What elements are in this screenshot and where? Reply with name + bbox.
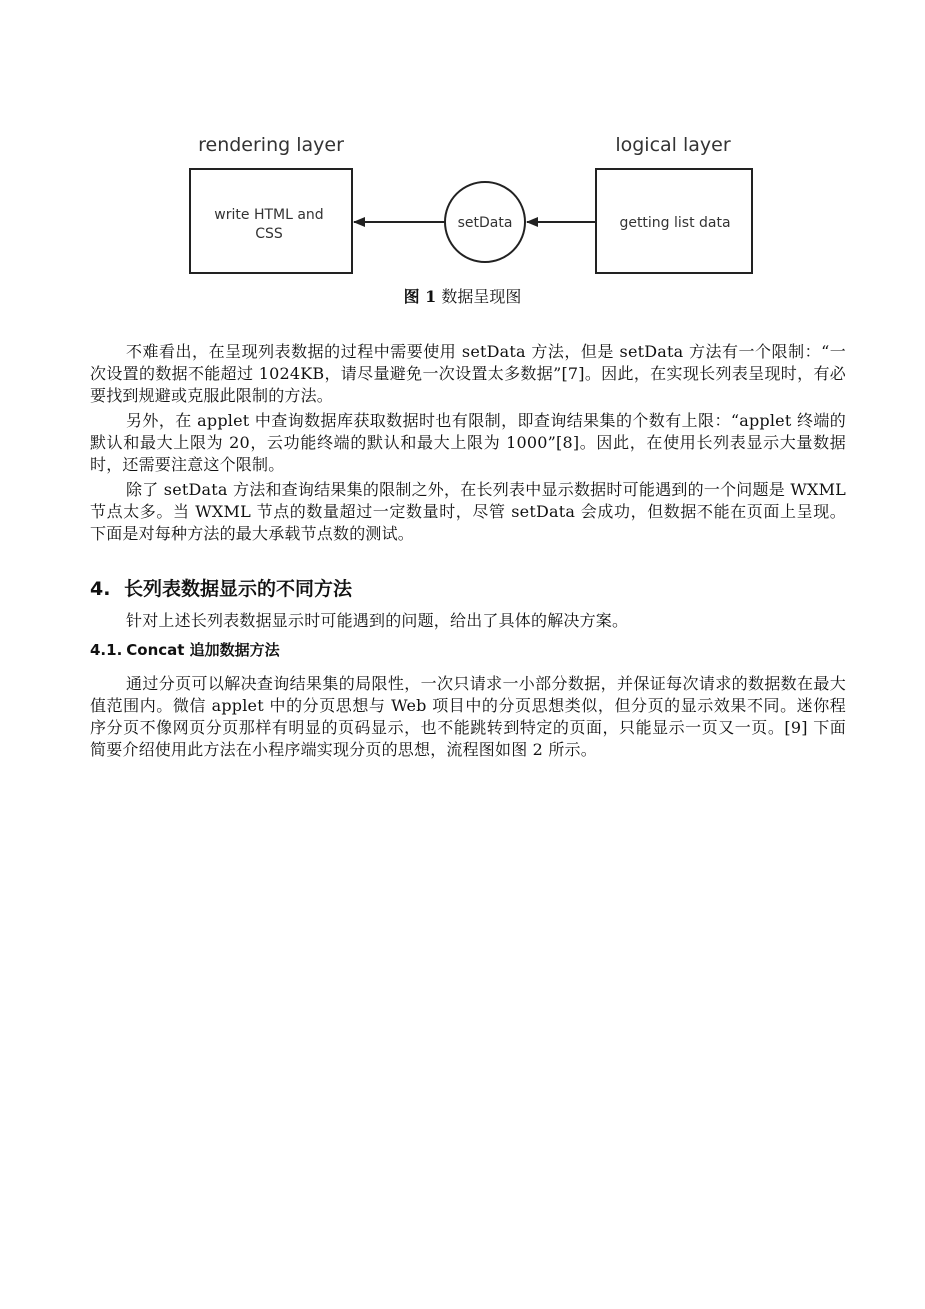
paragraph-wxml-nodes: 除了 setData 方法和查询结果集的限制之外，在长列表中显示数据时可能遇到的一个问题是 WXML 节点太多。当 WXML 节点的数量超过一定数量时，尽管 setData 会成功，但数据不能在页面上呈现。下面是对每种方法的最大承载节点数的测试。 [90, 480, 846, 543]
logical-box-text: getting list data [619, 215, 731, 231]
figure-caption-text: 数据呈现图 [441, 287, 522, 306]
rendering-layer-title: rendering layer [198, 134, 344, 156]
logical-layer-title: logical layer [615, 134, 731, 156]
figure-caption-number: 图 1 [403, 287, 437, 306]
paragraph-group-1 [90, 341, 846, 545]
section-4-heading [90, 576, 352, 602]
paragraph-setdata-limit: 不难看出，在呈现列表数据的过程中需要使用 setData 方法，但是 setData 方法有一个限制：“一次设置的数据不能超过 1024KB，请尽量避免一次设置太多数据”[7]。因此，在实现长列表呈现时，有必要找到规避或克服此限制的方法。 [90, 342, 846, 405]
rendering-box-text-line2: CSS [255, 226, 283, 242]
rendering-box-text-line1: write HTML and [214, 207, 324, 223]
section-4-1-title: Concat 追加数据方法 [126, 641, 280, 659]
section-4-1-heading [90, 639, 280, 661]
paragraph-group-3 [90, 673, 846, 761]
data-presentation-figure [0, 0, 925, 320]
paragraph-solutions-intro: 针对上述长列表数据显示时可能遇到的问题，给出了具体的解决方案。 [126, 611, 629, 630]
paragraph-group-2 [90, 610, 846, 632]
figure-diagram [0, 0, 925, 285]
figure-caption [0, 287, 925, 307]
section-4-1-number: 4.1. [90, 641, 123, 659]
paragraph-query-limit: 另外，在 applet 中查询数据库获取数据时也有限制，即查询结果集的个数有上限：“applet 终端的默认和最大上限为 20，云功能终端的默认和最大上限为 1000”[8]。因此，在使用长列表显示大量数据时，还需要注意这个限制。 [90, 411, 846, 474]
section-4-title: 长列表数据显示的不同方法 [124, 578, 353, 600]
section-4-number: 4. [90, 578, 111, 600]
paragraph-pagination: 通过分页可以解决查询结果集的局限性，一次只请求一小部分数据，并保证每次请求的数据数在最大值范围内。微信 applet 中的分页思想与 Web 项目中的分页思想类似，但分页的显示效果不同。迷你程序分页不像网页分页那样有明显的页码显示，也不能跳转到特定的页面，只能显示一页又一页。[9] 下面简要介绍使用此方法在小程序端实现分页的思想，流程图如图 2 所示。 [90, 674, 846, 759]
setdata-circle-text: setData [457, 215, 513, 231]
